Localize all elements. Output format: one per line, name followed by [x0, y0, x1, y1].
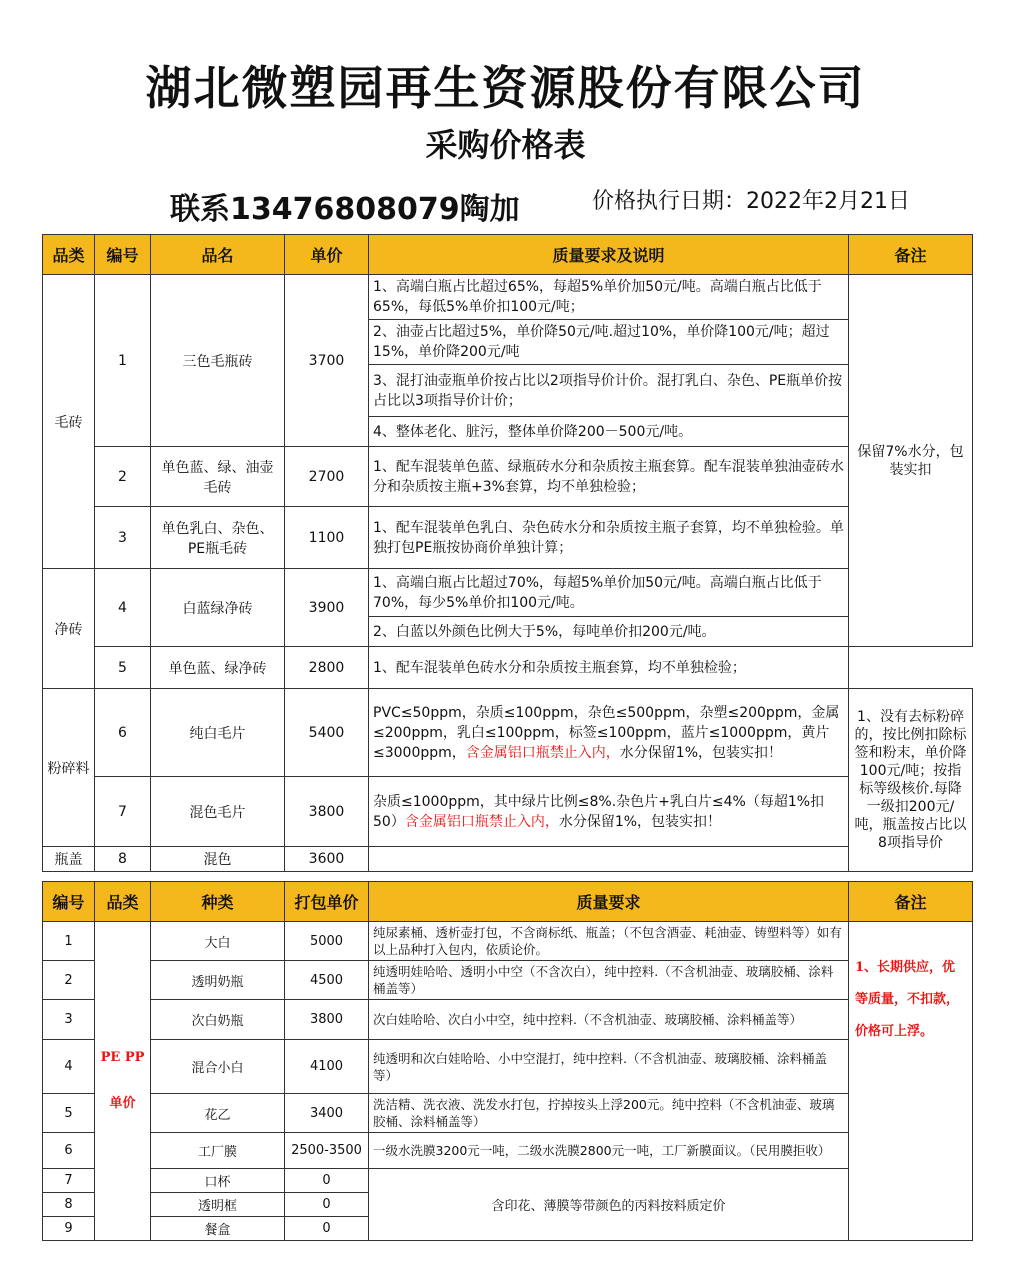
item-price: 2800 [285, 647, 369, 689]
item-number: 6 [43, 1133, 95, 1169]
item-number: 6 [95, 689, 151, 777]
header-number: 编号 [43, 882, 95, 922]
quality-req: 3、混打油壶瓶单价按占比以2项指导价计价。混打乳白、杂色、PE瓶单价按占比以3项指导价计价； [369, 365, 849, 417]
price-table-main [42, 234, 973, 872]
quality-req: 2、油壶占比超过5%，单价降50元/吨.超过10%，单价降100元/吨；超过15%，单价降200元/吨 [369, 320, 849, 365]
page-subtitle: 采购价格表 [425, 126, 586, 164]
req-text: 水分保留1%，包装实扣！ [558, 813, 722, 830]
quality-req: 1、配车混装单色乳白、杂色砖水分和杂质按主瓶子套算，均不单独检验。单独打包PE瓶按协商价单独计算； [369, 507, 849, 569]
company-name: 湖北微塑园再生资源股份有限公司 [145, 61, 866, 115]
price-table-pe-pp [42, 881, 973, 1241]
item-kind: 次白奶瓶 [151, 1000, 285, 1040]
quality-req: 纯透明和次白娃哈哈、小中空混打，纯中控料.（不含机油壶、玻璃胶桶、涂料桶盖等） [369, 1040, 849, 1094]
item-kind: 混合小白 [151, 1040, 285, 1094]
quality-req [369, 689, 849, 777]
item-price: 4500 [285, 961, 369, 1000]
item-name: 混色毛片 [151, 777, 285, 847]
item-price: 5000 [285, 922, 369, 961]
item-price: 3700 [285, 275, 369, 447]
header-price: 单价 [285, 235, 369, 275]
header-category: 品类 [43, 235, 95, 275]
item-price: 4100 [285, 1040, 369, 1094]
quality-req: 1、高端白瓶占比超过65%，每超5%单价加50元/吨。高端白瓶占比低于65%，每低5%单价扣100元/吨； [369, 275, 849, 320]
item-number: 5 [95, 647, 151, 689]
item-price: 3800 [285, 777, 369, 847]
req-warning: 含金属铝口瓶禁止入内， [465, 744, 620, 761]
quality-req: 次白娃哈哈、次白小中空，纯中控料.（不含机油壶、玻璃胶桶、涂料桶盖等） [369, 1000, 849, 1040]
remark-cell: 1、没有去标粉碎的，按比例扣除标签和粉末，单价降100元/吨；按指标等级核价.每降一级扣200元/吨，瓶盖按占比以8项指导价 [849, 689, 973, 872]
item-number: 9 [43, 1217, 95, 1241]
item-name: 纯白毛片 [151, 689, 285, 777]
item-name: 三色毛瓶砖 [151, 275, 285, 447]
item-name: 单色蓝、绿净砖 [151, 647, 285, 689]
item-number: 2 [43, 961, 95, 1000]
item-name: 单色乳白、杂色、PE瓶毛砖 [151, 507, 285, 569]
header-name: 品名 [151, 235, 285, 275]
item-kind: 工厂膜 [151, 1133, 285, 1169]
item-price: 2500-3500 [285, 1133, 369, 1169]
quality-req-shared: 含印花、薄膜等带颜色的丙料按料质定价 [369, 1169, 849, 1241]
category-pe-pp: PE PP单价 [95, 922, 151, 1241]
item-number: 8 [95, 847, 151, 872]
header-remark: 备注 [849, 235, 973, 275]
item-kind: 透明框 [151, 1193, 285, 1217]
item-name: 混色 [151, 847, 285, 872]
req-text: PVC≤50ppm，杂质≤100ppm，杂色≤500ppm，杂塑≤200ppm，金属≤200ppm，乳白≤100ppm，标签≤100ppm，蓝片≤1000ppm，黄片≤3000ppm， [373, 704, 840, 761]
item-price: 3900 [285, 569, 369, 647]
quality-req: 1、配车混装单色砖水分和杂质按主瓶套算，均不单独检验； [369, 647, 849, 689]
header-quality: 质量要求 [369, 882, 849, 922]
item-name: 单色蓝、绿、油壶毛砖 [151, 447, 285, 507]
item-price: 0 [285, 1193, 369, 1217]
quality-req: 2、白蓝以外颜色比例大于5%，每吨单价扣200元/吨。 [369, 617, 849, 647]
category-cell: 毛砖 [43, 275, 95, 569]
item-number: 1 [43, 922, 95, 961]
header-quality: 质量要求及说明 [369, 235, 849, 275]
quality-req: 纯尿素桶、透析壶打包，不含商标纸、瓶盖；（不包含酒壶、耗油壶、铸塑料等）如有以上品种打入包内，依质论价。 [369, 922, 849, 961]
item-number: 3 [43, 1000, 95, 1040]
item-price: 3400 [285, 1094, 369, 1133]
remark-cell: 保留7%水分，包装实扣 [849, 275, 973, 647]
contact-info: 联系13476808079陶加 [170, 192, 520, 227]
item-price: 3600 [285, 847, 369, 872]
item-number: 5 [43, 1094, 95, 1133]
item-price: 2700 [285, 447, 369, 507]
req-text: 水分保留1%，包装实扣！ [619, 744, 782, 761]
quality-req: 洗洁精、洗衣液、洗发水打包，拧掉按头上浮200元。纯中控料（不含机油壶、玻璃胶桶、涂料桶盖等） [369, 1094, 849, 1133]
item-number: 4 [95, 569, 151, 647]
item-number: 1 [95, 275, 151, 447]
item-number: 3 [95, 507, 151, 569]
item-name: 白蓝绿净砖 [151, 569, 285, 647]
item-number: 8 [43, 1193, 95, 1217]
category-cell: 粉碎料 [43, 689, 95, 847]
header-number: 编号 [95, 235, 151, 275]
item-price: 0 [285, 1217, 369, 1241]
item-number: 7 [43, 1169, 95, 1193]
header-pack-price: 打包单价 [285, 882, 369, 922]
category-cell: 瓶盖 [43, 847, 95, 872]
item-price: 1100 [285, 507, 369, 569]
item-kind: 口杯 [151, 1169, 285, 1193]
item-price: 5400 [285, 689, 369, 777]
remark-cell: 1、长期供应，优等质量，不扣款，价格可上浮。 [849, 922, 973, 1241]
item-kind: 透明奶瓶 [151, 961, 285, 1000]
item-number: 7 [95, 777, 151, 847]
item-kind: 餐盒 [151, 1217, 285, 1241]
quality-req: 一级水洗膜3200元一吨，二级水洗膜2800元一吨，工厂新膜面议。（民用膜拒收） [369, 1133, 849, 1169]
quality-req: 纯透明娃哈哈、透明小中空（不含次白），纯中控料.（不含机油壶、玻璃胶桶、涂料桶盖等） [369, 961, 849, 1000]
header-category: 品类 [95, 882, 151, 922]
effective-date: 价格执行日期：2022年2月21日 [592, 189, 910, 214]
item-kind: 花乙 [151, 1094, 285, 1133]
header-kind: 种类 [151, 882, 285, 922]
quality-req: 1、配车混装单色蓝、绿瓶砖水分和杂质按主瓶套算。配车混装单独油壶砖水分和杂质按主瓶+3%套算，均不单独检验； [369, 447, 849, 507]
item-number: 4 [43, 1040, 95, 1094]
item-kind: 大白 [151, 922, 285, 961]
req-text: 杂质≤1000ppm，其中绿片比例≤8%.杂色片+乳白片≤4%（每超1%扣50） [373, 793, 825, 830]
quality-req: 4、整体老化、脏污，整体单价降200－500元/吨。 [369, 417, 849, 447]
item-price: 0 [285, 1169, 369, 1193]
quality-req [369, 777, 849, 847]
header-remark: 备注 [849, 882, 973, 922]
empty-cell [369, 847, 849, 872]
item-number: 2 [95, 447, 151, 507]
item-price: 3800 [285, 1000, 369, 1040]
req-warning: 含金属铝口瓶禁止入内， [404, 813, 559, 830]
category-cell: 净砖 [43, 569, 95, 689]
quality-req: 1、高端白瓶占比超过70%，每超5%单价加50元/吨。高端白瓶占比低于70%，每少5%单价扣100元/吨。 [369, 569, 849, 617]
